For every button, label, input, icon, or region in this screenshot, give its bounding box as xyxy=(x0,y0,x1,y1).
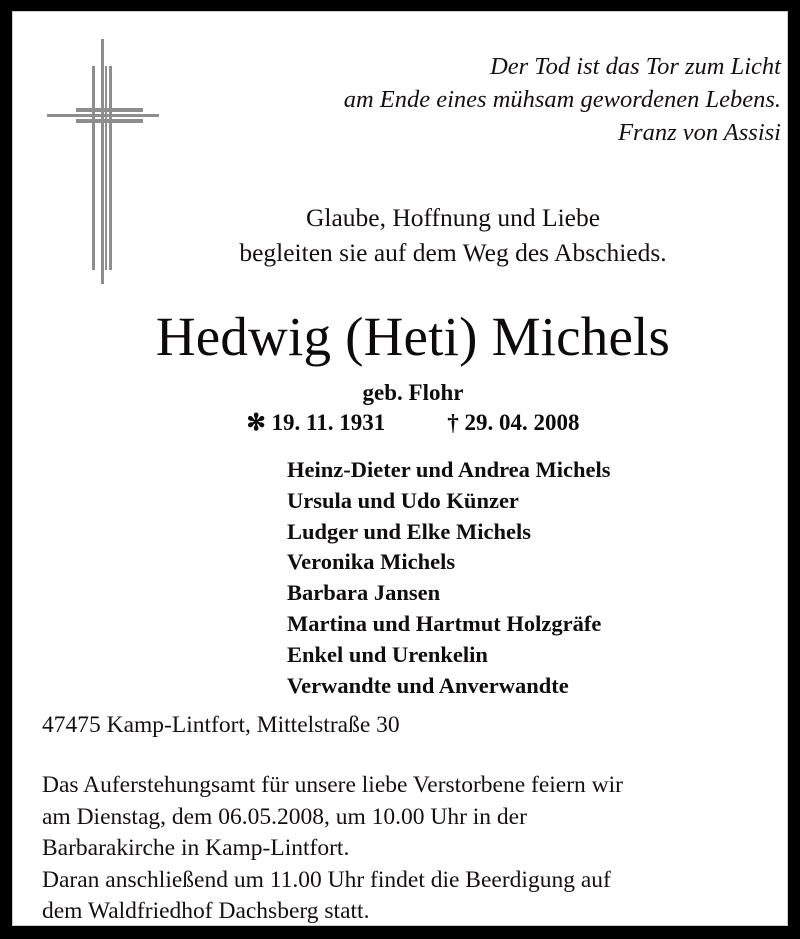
deceased-maiden-name: geb. Flohr xyxy=(362,380,464,405)
survivors-list xyxy=(287,455,757,701)
service-line-4: Daran anschließend um 11.00 Uhr findet die Beerdigung auf xyxy=(42,866,611,893)
list-item: Veronika Michels xyxy=(287,549,456,575)
cross-vertical-center xyxy=(101,39,104,284)
list-item: Martina und Hartmut Holzgräfe xyxy=(287,610,602,636)
notice-paper xyxy=(12,11,788,926)
service-line-2: am Dienstag, dem 06.05.2008, um 10.00 Uhr in der xyxy=(42,803,527,830)
blessing-line-2: begleiten sie auf dem Weg des Abschieds. xyxy=(239,238,667,267)
list-item: Ludger und Elke Michels xyxy=(287,518,532,544)
quote-line-2: am Ende eines mühsam gewordenen Lebens. xyxy=(343,86,781,113)
list-item: Ursula und Udo Künzer xyxy=(287,487,519,513)
cross-horizontal-long xyxy=(47,114,159,117)
life-dates xyxy=(33,409,788,437)
list-item: Barbara Jansen xyxy=(287,580,441,606)
death-date: † 29. 04. 2008 xyxy=(447,410,580,435)
quote-line-1: Der Tod ist das Tor zum Licht xyxy=(490,53,781,80)
list-item: Verwandte und Anverwandte xyxy=(287,672,569,698)
list-item: Enkel und Urenkelin xyxy=(287,641,488,667)
cross-vertical-inner xyxy=(105,66,107,270)
blessing-text xyxy=(133,200,773,270)
cross-horizontal-upper xyxy=(76,108,143,112)
blessing-line-1: Glaube, Hoffnung und Liebe xyxy=(305,203,601,232)
birth-date: ✻ 19. 11. 1931 xyxy=(246,410,386,435)
service-line-3: Barbarakirche in Kamp-Lintfort. xyxy=(42,835,350,861)
cross-vertical-left xyxy=(92,66,95,270)
service-details xyxy=(42,770,788,926)
deceased-name: Hedwig (Heti) Michels xyxy=(155,306,671,367)
service-line-1: Das Auferstehungsamt für unsere liebe Verstorbene feiern wir xyxy=(42,772,623,798)
cross-horizontal-lower xyxy=(76,119,143,123)
quote-attribution: Franz von Assisi xyxy=(618,119,781,146)
list-item: Heinz-Dieter und Andrea Michels xyxy=(287,457,611,482)
family-address: 47475 Kamp-Lintfort, Mittelstraße 30 xyxy=(42,712,400,738)
cross-vertical-right xyxy=(109,66,112,270)
memorial-quote xyxy=(183,50,781,149)
service-line-5: dem Waldfriedhof Dachsberg statt. xyxy=(42,898,370,924)
